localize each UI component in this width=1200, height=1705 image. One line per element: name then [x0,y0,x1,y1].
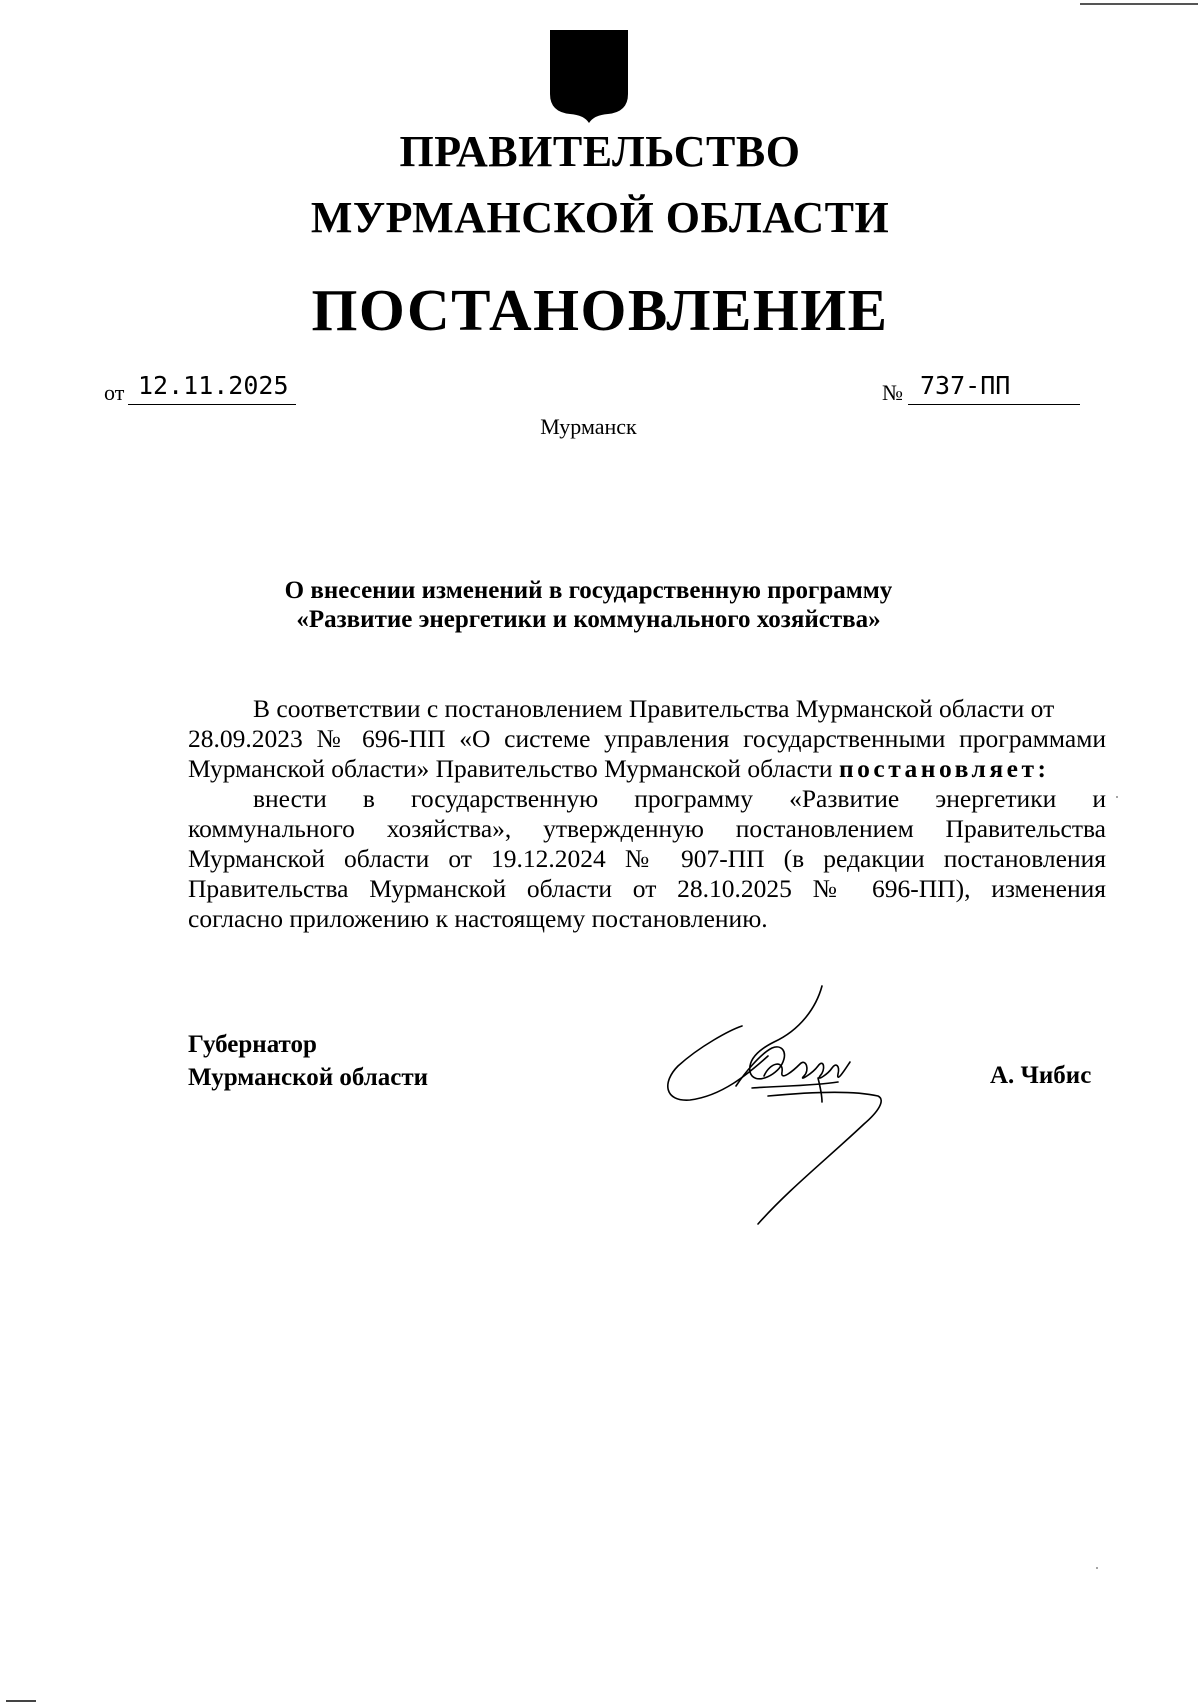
scan-edge-line [1080,3,1198,5]
decree-keyword: постановляет: [838,754,1050,783]
body-p2-line2: коммунального хозяйства», утвержденную постановлением Правительства [188,814,1106,843]
date-label: от [104,380,125,405]
number-label: № [882,380,903,405]
body-p1-line2: 28.09.2023 № 696-ПП «О системе управления государственными программами [188,724,1106,753]
body-p1-line1: В соответствии с постановлением Правительства Мурманской области от [253,694,1055,723]
number-value: 737-ПП [920,371,1011,400]
subject-line1: О внесении изменений в государственную программу [284,577,893,604]
body-p1-line3-text: Мурманской области» Правительство Мурманской области [188,754,833,783]
subject-line2: «Развитие энергетики и коммунального хозяйства» [296,606,881,633]
number-field [908,370,1080,405]
signatory-position-line1: Губернатор [188,1031,317,1058]
scan-speck [1096,1567,1098,1569]
body-p1-line3 [188,754,1106,784]
body-p2-line4: Правительства Мурманской области от 28.10.2025 № 696-ПП), изменения [188,874,1106,903]
authority-name-line2: МУРМАНСКОЙ ОБЛАСТИ [310,193,890,242]
handwritten-signature [660,978,910,1240]
authority-name-line1: ПРАВИТЕЛЬСТВО [399,127,801,176]
body-p2-line1: внести в государственную программу «Развитие энергетики и [253,784,1106,813]
signatory-position-line2: Мурманской области [188,1064,429,1091]
date-value: 12.11.2025 [138,371,289,400]
coat-of-arms-emblem [548,28,630,124]
date-field [128,370,296,405]
scan-speck [1116,796,1118,798]
body-p2-line5: согласно приложению к настоящему постановлению. [188,904,768,933]
document-type-title: ПОСТАНОВЛЕНИЕ [311,277,889,343]
scan-edge-line [6,1700,36,1702]
city-name: Мурманск [540,414,637,439]
body-p2-line3: Мурманской области от 19.12.2024 № 907-ПП (в редакции постановления [188,844,1106,873]
signatory-name: А. Чибис [990,1062,1092,1089]
